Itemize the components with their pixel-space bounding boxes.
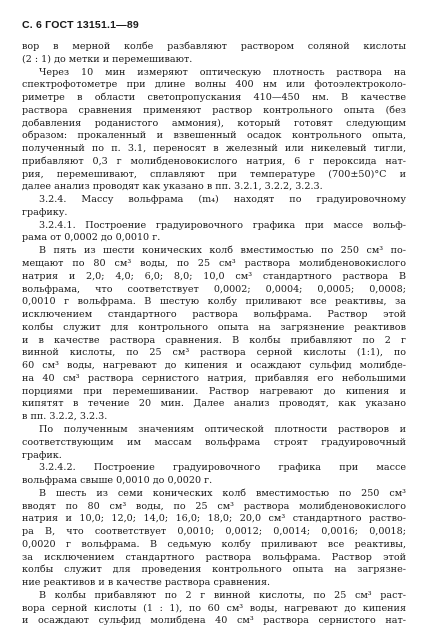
text-line: вор в мерной колбе разбавляют раствором соляной кислоты [22, 41, 406, 52]
text-line: вора серной кислоты (1 : 1), по 60 см³ воды, нагревают до кипения [22, 602, 406, 614]
text-line: вводят по 80 см³ воды, по 25 см³ раствора молибденовокислого [22, 500, 406, 512]
text-line: натрия и 2,0; 4,0; 6,0; 8,0; 10,0 см³ стандартного раствора В [22, 270, 406, 282]
document-body [22, 41, 406, 628]
text-line: на 40 см³ раствора сернистого натрия, прибавляя его небольшими [22, 372, 406, 384]
text-line: 3.2.4. Массу вольфрама (m₄) находят по градуировочному [39, 194, 406, 206]
text-line: порциями при перемешивании. Раствор нагревают до кипения и [22, 385, 406, 397]
text-line: ние реактивов и в качестве раствора сравнения. [22, 577, 271, 589]
text-line: 3.2.4.1. Построение градуировочного графика при массе вольф- [39, 219, 406, 231]
text-line: 3.2.4.2. Построение градуировочного графика при массе [39, 462, 406, 474]
text-line: 0,0010 г вольфрама. В шестую колбу приливают все реактивы, за [22, 296, 406, 308]
text-line: полученный по п. 3.1, переносят в железный или никелевый тигли, [22, 143, 406, 155]
text-line: (2 : 1) до метки и перемешивают. [22, 53, 193, 65]
text-line: раствора сравнения применяют раствор контрольного опыта (без [22, 104, 406, 116]
text-line: соответствующим им массам вольфрама строят градуировочный [22, 436, 406, 448]
text-line: график. [22, 449, 62, 461]
text-line: винной кислоты, по 25 см³ раствора серной кислоты (1:1), по [22, 347, 406, 359]
text-line: кипятят в течение 20 мин. Далее анализ проводят, как указано [22, 398, 406, 410]
text-line: и в качестве раствора сравнения. В колбы прибавляют по 2 г [22, 334, 406, 346]
text-line: вольфрама свыше 0,0010 до 0,0020 г. [22, 475, 213, 487]
text-line: спектрофотометре при длине волны 400 нм или фотоэлектроколо- [22, 79, 406, 91]
text-line: риметре в области светопропускания 410—450 нм. В качестве [22, 92, 406, 104]
text-line: вольфрама, что соответствует 0,0002; 0,0004; 0,0005; 0,0008; [22, 283, 406, 295]
text-line: рама от 0,0002 до 0,0010 г. [22, 232, 161, 244]
text-line: колбы служит для контрольного опыта на загрязнение реактивов [22, 321, 406, 333]
text-line: В колбы прибавляют по 2 г винной кислоты, по 25 см³ раст- [39, 589, 406, 601]
text-line: натрия и 10,0; 12,0; 14,0; 16,0; 18,0; 20,0 см³ стандартного раство- [22, 513, 406, 525]
text-line: и осаждают сульфид молибдена 40 см³ раствора сернистого нат- [22, 615, 406, 627]
text-line: графику. [22, 206, 68, 218]
text-line: добавления роданистого аммония), который готовят следующим [22, 117, 406, 129]
text-line: мещают по 80 см³ воды, по 25 см³ раствора молибденовокислого [22, 258, 406, 270]
text-line: Через 10 мин измеряют оптическую плотность раствора на [39, 66, 406, 78]
text-line: рия, перемешивают, сплавляют при температуре (700±50)°С и [22, 168, 406, 180]
text-line: ра В, что соответствует 0,0010; 0,0012; 0,0014; 0,0016; 0,0018; [22, 526, 406, 538]
text-line: В пять из шести конических колб вместимостью по 250 см³ по- [39, 245, 406, 257]
text-line: 0,0020 г вольфрама. В седьмую колбу приливают все реактивы, [22, 538, 406, 550]
text-line: за исключением стандартного раствора вольфрама. Раствор этой [22, 551, 406, 563]
text-line: По полученным значениям оптической плотности растворов и [39, 423, 406, 435]
text-line: прибавляют 0,3 г молибденовокислого натрия, 6 г пероксида нат- [22, 155, 406, 167]
page-header: С. 6 ГОСТ 13151.1—89 [22, 19, 139, 31]
text-line: образом: прокаленный и взвешенный осадок контрольного опыта, [22, 130, 406, 142]
text-line: в пп. 3.2.2, 3.2.3. [22, 411, 108, 423]
text-line: исключением стандартного раствора вольфрама. Раствор этой [22, 309, 406, 321]
text-line: В шесть из семи конических колб вместимостью по 250 см³ [39, 487, 406, 499]
document-page [22, 18, 406, 630]
text-line: далее анализ проводят как указано в пп. 3.2.1, 3.2.2, 3.2.3. [22, 181, 323, 193]
text-line: 60 см³ воды, нагревают до кипения и осаждают сульфид молибде- [22, 360, 406, 372]
text-line: колбы служит для проведения контрольного опыта на загрязне- [22, 564, 406, 576]
